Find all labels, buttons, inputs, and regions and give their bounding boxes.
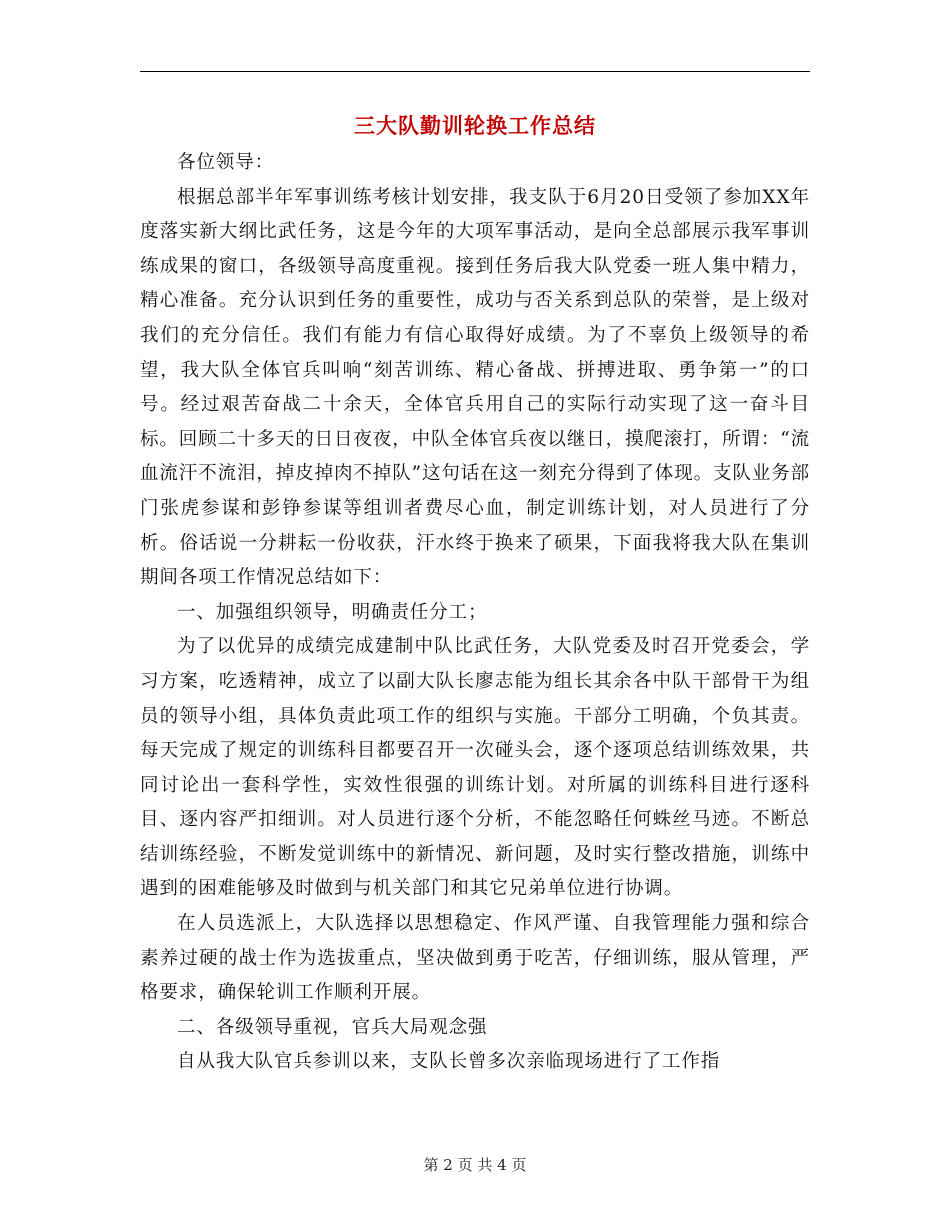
document-body — [140, 146, 810, 1080]
paragraph-organization: 为了以优异的成绩完成建制中队比武任务，大队党委及时召开党委会，学习方案，吃透精神，成立了以副大队长廖志能为组长其余各中队干部骨干为组员的领导小组，具体负责此项工作的组织与实施。干部分工明确，个负其责。每天完成了规定的训练科目都要召开一次碰头会，逐个逐项总结训练效果，共同讨论出一套科学性，实效性很强的训练计划。对所属的训练科目进行逐科目、逐内容严扣细训。对人员进行逐个分析，不能忽略任何蛛丝马迹。不断总结训练经验，不断发觉训练中的新情况、新问题，及时实行整改措施，训练中遇到的困难能够及时做到与机关部门和其它兄弟单位进行协调。 — [140, 636, 810, 900]
paragraph-leadership: 自从我大队官兵参训以来，支队长曾多次亲临现场进行了工作指 — [177, 1051, 721, 1073]
paragraph-personnel: 在人员选派上，大队选择以思想稳定、作风严谨、自我管理能力强和综合素养过硬的战士作为选拔重点，坚决做到勇于吃苦，仔细训练，服从管理，严格要求，确保轮训工作顺利开展。 — [140, 913, 810, 1004]
header-rule — [140, 71, 810, 72]
salutation: 各位领导： — [177, 152, 275, 173]
paragraph-intro: 根据总部半年军事训练考核计划安排，我支队于6月20日受领了参加XX年度落实新大纲比武任务，这是今年的大项军事活动，是向全总部展示我军事训练成果的窗口，各级领导高度重视。接到任务后我大队党委一班人集中精力，精心准备。充分认识到任务的重要性，成功与否关系到总队的荣誉，是上级对我们的充分信任。我们有能力有信心取得好成绩。为了不辜负上级领导的希望，我大队全体官兵叫响“刻苦训练、精心备战、拼搏进取、勇争第一”的口号。经过艰苦奋战二十余天，全体官兵用自己的实际行动实现了这一奋斗目标。回顾二十多天的日日夜夜，中队全体官兵夜以继日，摸爬滚打，所谓：“流血流汗不流泪，掉皮掉肉不掉队”这句话在这一刻充分得到了体现。支队业务部门张虎参谋和彭铮参谋等组训者费尽心血，制定训练计划，对人员进行了分析。俗话说一分耕耘一份收获，汗水终于换来了硕果，下面我将我大队在集训期间各项工作情况总结如下： — [140, 186, 810, 589]
document-title: 三大队勤训轮换工作总结 — [354, 113, 596, 138]
page-number: 第 2 页 共 4 页 — [423, 1156, 527, 1174]
section-heading-2: 二、各级领导重视，官兵大局观念强 — [177, 1016, 488, 1038]
section-heading-1: 一、加强组织领导，明确责任分工； — [177, 601, 488, 623]
